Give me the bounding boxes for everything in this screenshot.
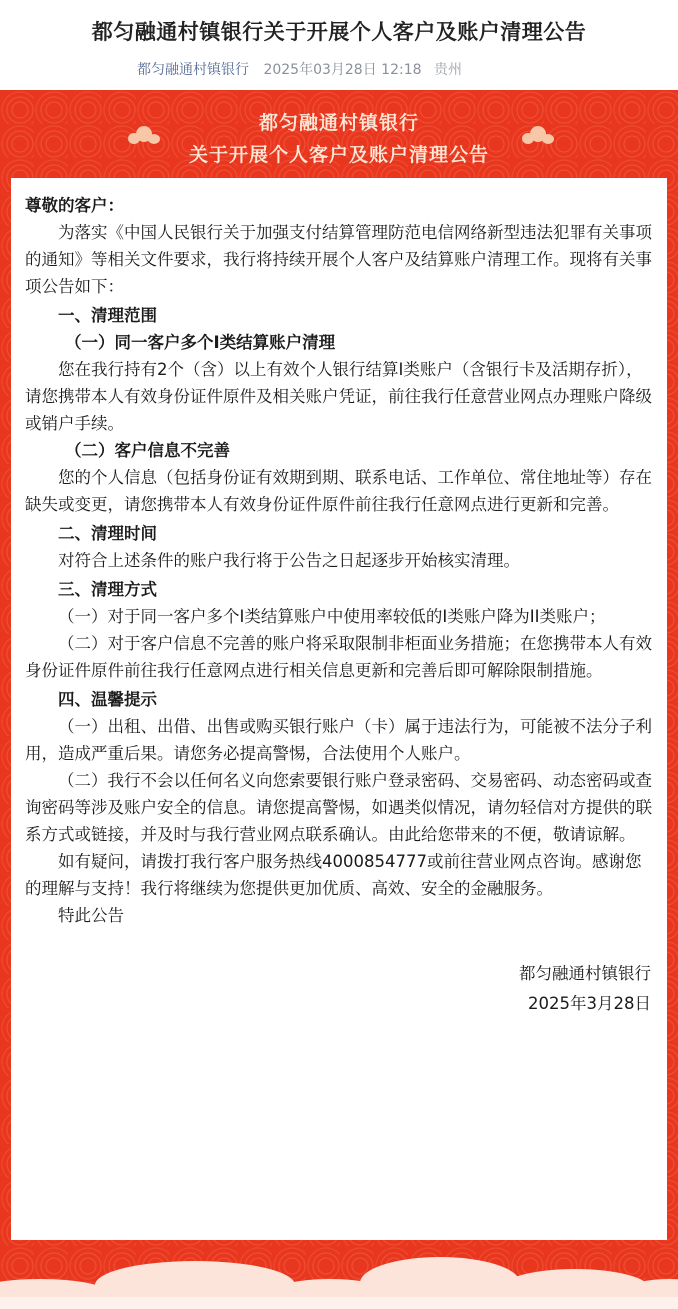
signature-date: 2025年3月28日 bbox=[528, 994, 651, 1013]
banner-notice-title: 关于开展个人客户及账户清理公告 bbox=[188, 144, 489, 166]
notice-poster bbox=[0, 90, 678, 1309]
signature-block bbox=[25, 959, 653, 1019]
subsection-heading-multiple-accounts: （一）同一客户多个I类结算账户清理 bbox=[65, 333, 336, 352]
article-title: 都匀融通村镇银行关于开展个人客户及账户清理公告 bbox=[91, 20, 587, 44]
closing-paragraph: 如有疑问，请拨打我行客户服务热线4000854777或前往营业网点咨询。感谢您的理解与支持！我行将继续为您提供更加优质、高效、安全的金融服务。 bbox=[25, 852, 642, 898]
paragraph-incomplete-info: 您的个人信息（包括身份证有效期到期、联系电话、工作单位、常住地址等）存在缺失或变更，请您携带本人有效身份证件原件前往我行任意网点进行更新和完善。 bbox=[25, 468, 652, 514]
publish-datetime: 2025年03月28日 12:18 bbox=[263, 62, 422, 78]
paragraph-multiple-accounts: 您在我行持有2个（含）以上有效个人银行结算I类账户（含银行卡及活期存折），请您携带本人有效身份证件原件及相关账户凭证，前往我行任意营业网点办理账户降级或销户手续。 bbox=[25, 360, 652, 433]
auspicious-cloud-icon bbox=[128, 126, 162, 146]
auspicious-cloud-icon bbox=[522, 126, 556, 146]
intro-paragraph: 为落实《中国人民银行关于加强支付结算管理防范电信网络新型违法犯罪有关事项的通知》等相关文件要求，我行将持续开展个人客户及结算账户清理工作。现将有关事项公告如下： bbox=[25, 223, 652, 296]
section-heading-scope: 一、清理范围 bbox=[58, 306, 157, 325]
decorative-clouds-footer bbox=[0, 1249, 678, 1309]
publish-location: 贵州 bbox=[433, 62, 462, 78]
banner-bank-name: 都匀融通村镇银行 bbox=[258, 112, 419, 134]
greeting: 尊敬的客户： bbox=[25, 196, 124, 215]
sign-off: 特此公告 bbox=[58, 906, 124, 925]
section-heading-tips: 四、温馨提示 bbox=[58, 690, 157, 709]
poster-banner bbox=[0, 90, 678, 176]
paragraph-time: 对符合上述条件的账户我行将于公告之日起逐步开始核实清理。 bbox=[58, 551, 520, 570]
section-heading-method: 三、清理方式 bbox=[58, 580, 157, 599]
account-name-link[interactable]: 都匀融通村镇银行 bbox=[137, 62, 249, 78]
notice-content-card bbox=[11, 178, 667, 1240]
paragraph-tip-1: （一）出租、出借、出售或购买银行账户（卡）属于违法行为，可能被不法分子利用，造成严重后果。请您务必提高警惕，合法使用个人账户。 bbox=[25, 717, 652, 763]
paragraph-method-1: （一）对于同一客户多个I类结算账户中使用率较低的I类账户降为II类账户； bbox=[58, 607, 606, 626]
section-heading-time: 二、清理时间 bbox=[58, 524, 157, 543]
subsection-heading-incomplete-info: （二）客户信息不完善 bbox=[65, 441, 230, 460]
paragraph-tip-2: （二）我行不会以任何名义向您索要银行账户登录密码、交易密码、动态密码或查询密码等涉及账户安全的信息。请您提高警惕，如遇类似情况，请勿轻信对方提供的联系方式或链接，并及时与我行营业网点联系确认。由此给您带来的不便，敬请谅解。 bbox=[25, 771, 652, 844]
article-meta bbox=[137, 59, 462, 79]
paragraph-method-2: （二）对于客户信息不完善的账户将采取限制非柜面业务措施；在您携带本人有效身份证件原件前往我行任意网点进行相关信息更新和完善后即可解除限制措施。 bbox=[25, 634, 652, 680]
article-header bbox=[0, 0, 678, 90]
signature-organization: 都匀融通村镇银行 bbox=[519, 964, 651, 983]
